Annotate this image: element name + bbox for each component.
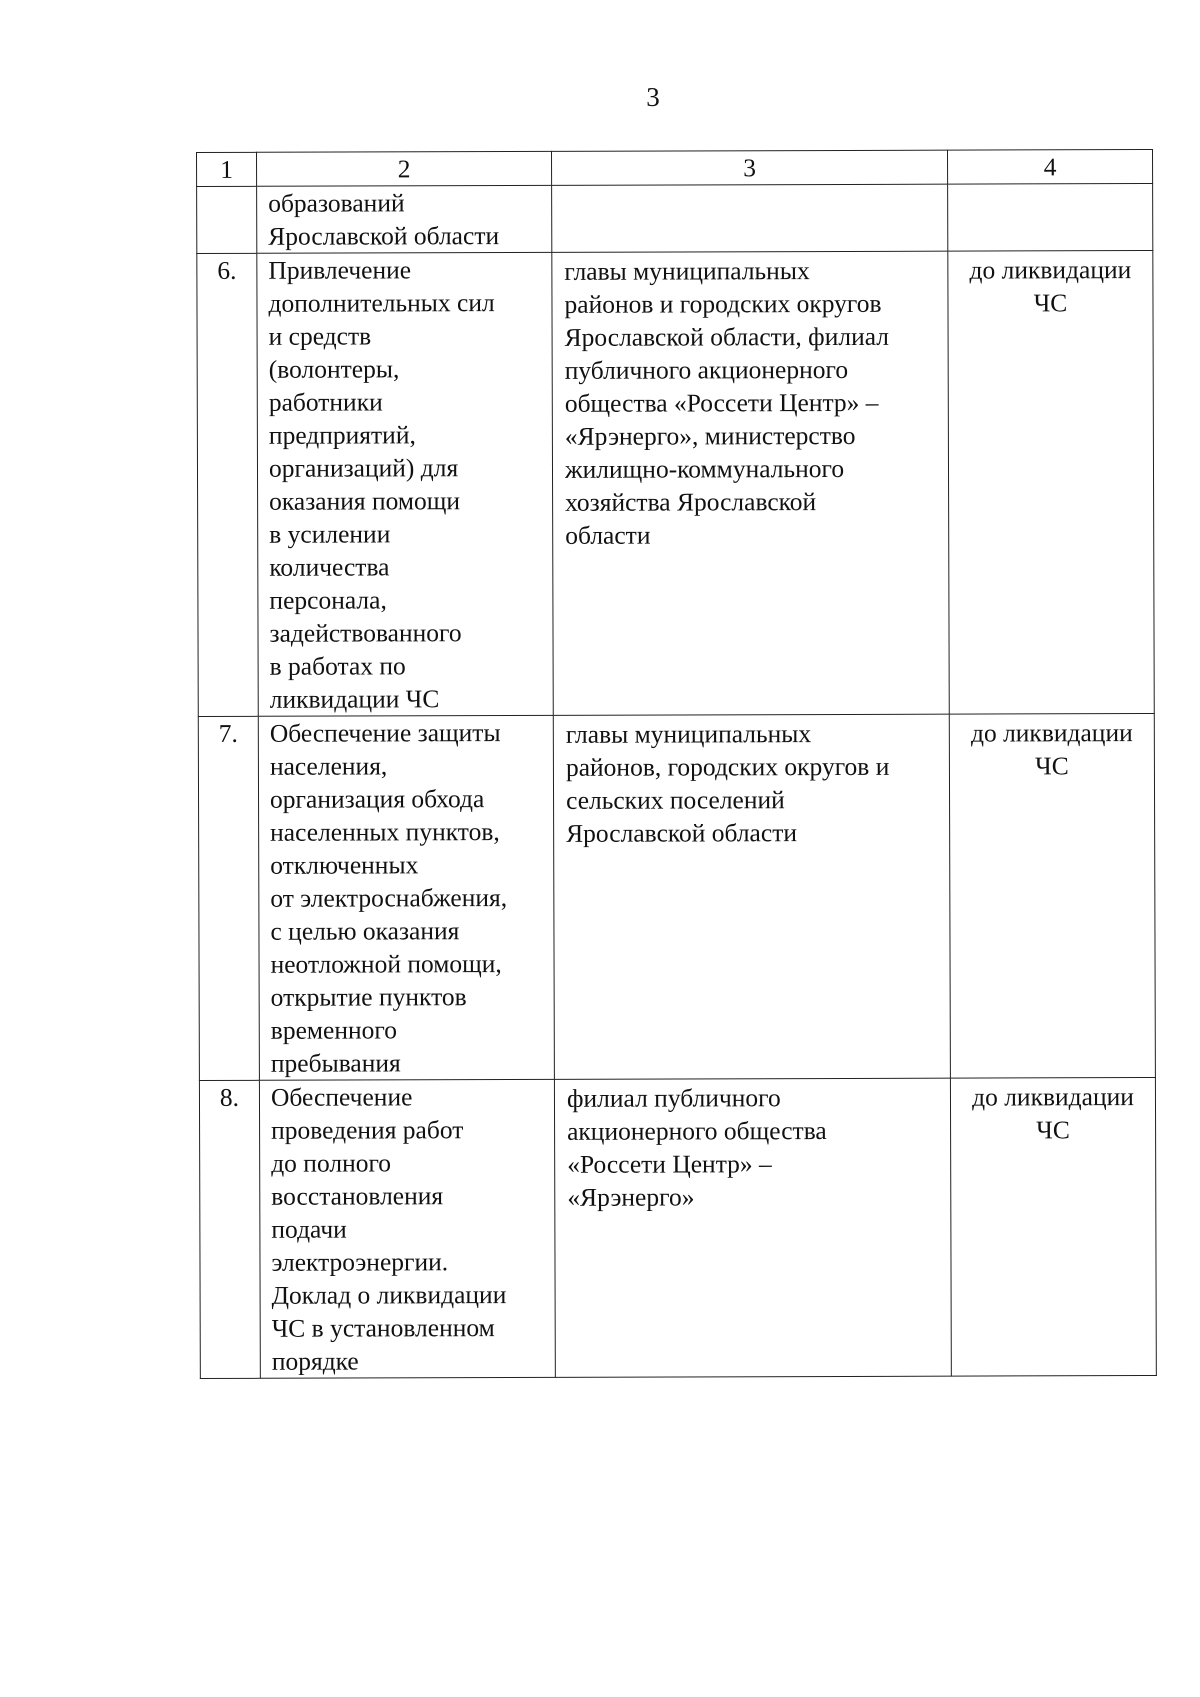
table-row (197, 183, 1153, 253)
responsible-cell (552, 184, 948, 252)
measures-table (196, 149, 1157, 1379)
table-header-row (197, 149, 1153, 186)
table-row (197, 250, 1154, 716)
column-header-1: 1 (197, 152, 257, 186)
row-number: 7. (198, 716, 259, 1080)
column-header-3: 3 (551, 150, 947, 185)
table-row (198, 713, 1155, 1080)
term-cell (948, 183, 1153, 251)
responsible-cell: главы муниципальных районов, городских округов и сельских поселений Ярославской области (553, 714, 950, 1079)
responsible-cell: филиал публичного акционерного общества «Россети Центр» – «Ярэнерго» (554, 1078, 951, 1377)
column-header-2: 2 (257, 151, 552, 186)
action-cell: образований Ярославской области (257, 185, 552, 253)
action-cell: Привлечение дополнительных сил и средств (волонтеры, работники предприятий, организаций) для оказания помощи в усилении количества персонала, задействованного в работах по ликвидации ЧС (257, 252, 553, 716)
page-number: 3 (646, 82, 660, 112)
term-cell: до ликвидации ЧС (950, 1077, 1156, 1376)
table-row (199, 1077, 1156, 1378)
row-number: 6. (197, 253, 258, 716)
row-number (197, 186, 257, 253)
responsible-cell: главы муниципальных районов и городских округов Ярославской области, филиал публичного акционерного общества «Россети Центр» – «Ярэнерго», министерство жилищно-коммунального хозяйства Ярославской области (552, 251, 949, 715)
column-header-4: 4 (947, 149, 1152, 184)
term-cell: до ликвидации ЧС (949, 713, 1155, 1078)
row-number: 8. (199, 1080, 260, 1378)
action-cell: Обеспечение проведения работ до полного восстановления подачи электроэнергии. Доклад о ликвидации ЧС в установленном порядке (259, 1079, 555, 1378)
term-cell: до ликвидации ЧС (948, 250, 1154, 714)
action-cell: Обеспечение защиты населения, организация обхода населенных пунктов, отключенных от электроснабжения, с целью оказания неотложной помощи, открытие пунктов временного пребывания (258, 715, 554, 1080)
